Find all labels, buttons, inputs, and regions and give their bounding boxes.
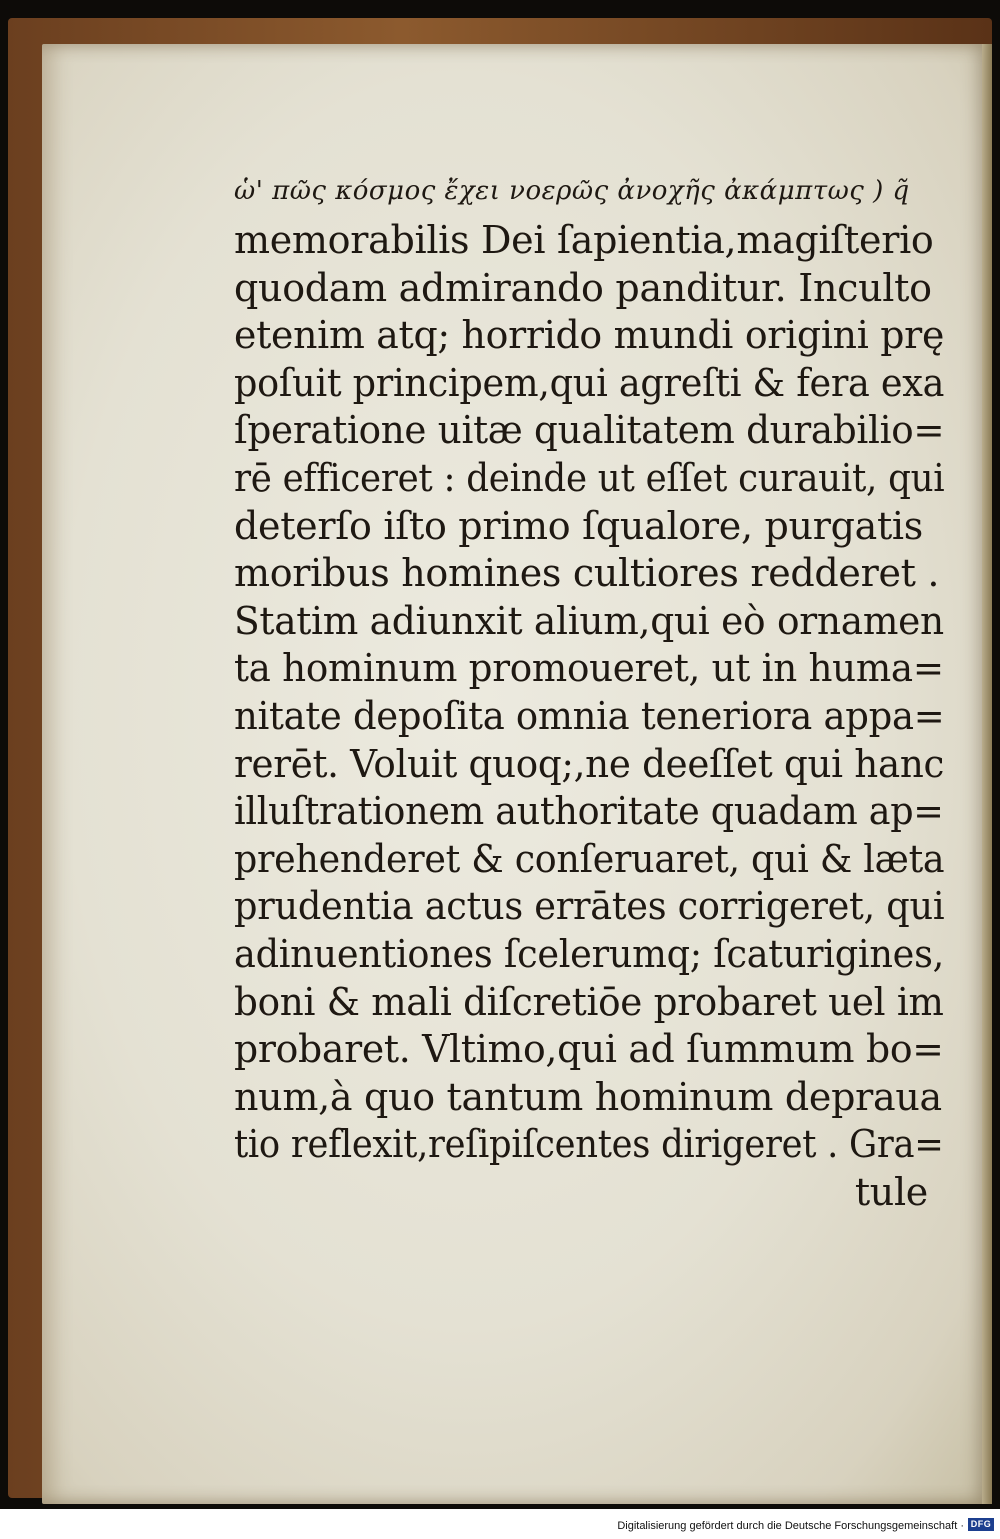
text-line: illuſtrationem authoritate quadam ap=	[234, 789, 944, 834]
text-line: prehenderet & conſeruaret, qui & læta	[234, 836, 945, 881]
text-line: tio reflexit,reſipiſcentes dirigeret . Gra=	[234, 1122, 944, 1167]
text-line: Statim adiunxit alium,qui eò ornamen	[234, 598, 944, 643]
digitization-footer	[0, 1509, 1000, 1539]
text-line: ſperatione uitæ qualitatem durabilio=	[234, 408, 945, 453]
text-line: num,à quo tantum hominum deprauа	[234, 1074, 942, 1119]
text-line: probaret. Vltimo,qui ad ſummum bo=	[234, 1027, 944, 1072]
text-block	[234, 165, 944, 1216]
text-line: moribus homines cultiores redderet .	[234, 551, 940, 596]
greek-line: ὡ' πῶς κόσμος ἔχει νοερῶς ἀνοχῆς ἀκάμπτως ) q̃	[234, 176, 910, 206]
funding-credit: Digitalisierung gefördert durch die Deutsche Forschungsgemeinschaft ·	[617, 1520, 964, 1532]
text-line: rē efficeret : deinde ut eſſet curauit, qui	[234, 455, 945, 500]
text-line: prudentia actus errātes corrigeret, qui	[234, 884, 945, 929]
text-line: poſuit principem,qui agreſti & fera exa	[234, 360, 945, 405]
text-line: boni & mali diſcretiōe probaret uel im	[234, 979, 944, 1024]
page-edge	[982, 44, 992, 1504]
text-line: memorabilis Dei ſapientia,magiſterio	[234, 218, 934, 262]
text-line: adinuentiones ſcelerumq; ſcaturigines,	[234, 931, 944, 976]
text-line: rerēt. Voluit quoq;,ne deeſſet qui hanc	[234, 741, 945, 786]
catchword: tule	[854, 1169, 928, 1214]
dfg-logo: DFG	[968, 1518, 994, 1531]
text-line: etenim atq; horrido mundi origini prę	[234, 313, 945, 358]
text-line: ta hominum promoueret, ut in huma=	[234, 646, 944, 691]
text-line: quodam admirando panditur. Inculto	[234, 265, 932, 310]
text-line: deterſo iſto primo ſqualore, purgatis	[234, 503, 923, 548]
text-line: nitate depoſita omnia teneriora appa=	[234, 693, 945, 738]
